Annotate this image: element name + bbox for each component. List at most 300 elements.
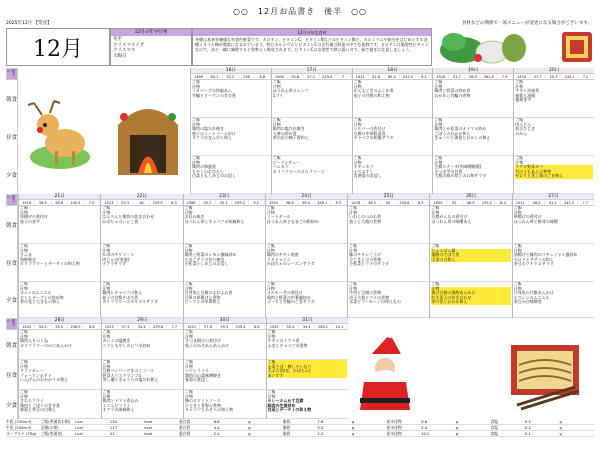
footer-cell: 7.6 bbox=[317, 419, 324, 424]
lunch-cell bbox=[430, 244, 511, 282]
menu-item: ほうれん草とキャベツの胡麻和え bbox=[184, 218, 245, 224]
nutrition-value: 1613 bbox=[353, 74, 369, 79]
menu-item: 汁物 bbox=[272, 83, 281, 89]
lunch-cell bbox=[19, 360, 101, 390]
nutrition-value: 52.8 bbox=[369, 74, 385, 79]
page-title: ○○ 12月お品書き 後半 ○○ bbox=[232, 7, 368, 16]
menu-item: 鶏肉と野菜の炒め煮 bbox=[434, 88, 471, 93]
nutrition-value: 7.9 bbox=[497, 74, 513, 79]
menu-item: ハムカツ bbox=[272, 164, 289, 169]
nutrition-value: 258.9 bbox=[68, 324, 84, 329]
day-column bbox=[429, 194, 511, 318]
menu-item: 汁物 bbox=[20, 333, 28, 339]
breakfast-cell bbox=[101, 206, 182, 244]
nutrition-value: 54.2 bbox=[35, 324, 51, 329]
nutrition-value: 241.2 bbox=[561, 200, 577, 205]
menu-item: 厚揚げの煮付け bbox=[20, 214, 48, 219]
menu-item: カリフラワーのタルタルサラダ bbox=[102, 299, 159, 304]
menu-item: 鶏肉の山菜味噌焼き bbox=[185, 372, 221, 378]
dinner-cell bbox=[513, 282, 594, 318]
menu-item: ご飯 bbox=[102, 360, 111, 364]
menu-item: ご飯 bbox=[267, 330, 276, 334]
footer-cell: g bbox=[351, 419, 355, 424]
footer-cell: 117 bbox=[109, 425, 118, 430]
menu-item: はんぺんと椎茸の炊き合わせ bbox=[102, 214, 155, 219]
menu-item: オクラのきんぴら和え bbox=[192, 135, 232, 140]
menu-item: ニラともやしのピリ辛炒め bbox=[102, 342, 151, 348]
menu-item: きゅうりと卵巻とおかしの和え bbox=[434, 135, 491, 140]
events-title: 12月の年中行事 bbox=[111, 29, 191, 36]
footer-cell: 食塩 bbox=[490, 425, 498, 430]
nutrition-value: 51.1 bbox=[545, 200, 561, 205]
seasonal-notes-box bbox=[192, 28, 432, 66]
menu-item: 豆華の厚揚げと煮物 bbox=[184, 294, 221, 300]
menu-item: ご飯 bbox=[102, 282, 111, 286]
day-date: 16日 bbox=[191, 68, 271, 74]
nutrition-value: 58.5 bbox=[35, 200, 51, 205]
footer-cell: 0.1 bbox=[524, 431, 531, 436]
breakfast-cell bbox=[348, 206, 429, 244]
footer-cell: g bbox=[559, 419, 562, 424]
menu-item: カリフラワーとザーサイの和え物 bbox=[20, 261, 80, 266]
menu-item: ミートボール bbox=[266, 214, 291, 219]
nutrition-value: 26.9 bbox=[465, 74, 481, 79]
nutrition-value: 1506 bbox=[272, 74, 288, 79]
nutrition-value: 35.1 bbox=[216, 200, 232, 205]
nutrition-value: 58.6 bbox=[282, 200, 298, 205]
menu-item: ご飯 bbox=[434, 156, 443, 160]
day-date: 17日 bbox=[272, 68, 352, 74]
menu-item: ご飯 bbox=[20, 390, 28, 394]
breakfast-cell bbox=[191, 80, 271, 118]
footer-cell: 牛乳 (200m ℓ) bbox=[6, 425, 32, 430]
menu-item: さつま芋の甘煮 bbox=[434, 168, 463, 174]
nutrition-value: 7.5 bbox=[84, 200, 100, 205]
menu-item: ご飯 bbox=[349, 206, 358, 210]
nutrition-value: 55 bbox=[381, 200, 397, 205]
menu-item: 天ぷら(海老、かぼちゃ) bbox=[268, 369, 348, 374]
nutrition-value: 258.1 bbox=[315, 200, 331, 205]
breakfast-cell bbox=[267, 330, 349, 360]
nutrition-value: 1434 bbox=[514, 74, 530, 79]
menu-item: 汁物 bbox=[185, 393, 193, 399]
day-column bbox=[183, 318, 266, 419]
menu-item: ご飯 bbox=[102, 330, 111, 334]
nutrition-value: 1476 bbox=[348, 200, 364, 205]
menu-item: ビーフシチュー bbox=[272, 159, 301, 165]
lunch-cell bbox=[101, 244, 182, 282]
nutrition-value: 46.9 bbox=[463, 200, 479, 205]
menu-item: お好み焼き bbox=[184, 214, 205, 219]
menu-item: 鶏肉とキャベツの和え bbox=[102, 290, 143, 295]
nutrition-value: 57.1 bbox=[304, 74, 320, 79]
menu-item: 大根の刻み筍とのお和サラダ bbox=[434, 173, 487, 178]
menu-item: ピーマンの中華和え bbox=[184, 299, 221, 304]
menu-item: 汁物 bbox=[353, 159, 362, 165]
menu-item: カレイの塩焼き bbox=[102, 338, 131, 343]
footer-cell: 炭水化物 bbox=[386, 425, 402, 430]
menu-item: 汁物 bbox=[102, 247, 111, 253]
footer-cell: g bbox=[248, 419, 251, 424]
lunch-cell bbox=[433, 118, 513, 156]
menu-item: 汁物 bbox=[349, 209, 358, 215]
footer-cell: 蛋白質 bbox=[178, 419, 191, 424]
menu-item: 鶏肉の和風煮 bbox=[192, 164, 216, 169]
santa-illustration bbox=[350, 330, 420, 415]
dinner-cell bbox=[430, 282, 511, 318]
menu-item: マグロ野菜カツ bbox=[515, 165, 593, 170]
menu-item: ご飯 bbox=[266, 244, 275, 248]
menu-item: いんげんのおかかマヨ和え bbox=[20, 377, 68, 382]
seasonal-notes-text: 冬暖は本来栄養価な旬食色野菜です。カロテン、ビタミンC、ビタミンBなどのビタミン類と、カルシウムや鉄分をはじめとする各種ミネラル類が豊富に含まれています。特にカルシウムとビタミンCの含有量は野菜の中でも抜群です。カロテンは脂溶性ビタミンなので、油と一緒に調理すると効率よく吸収されます。ビタミンCは水溶性で熱に弱いので、茹で過ぎに注意しましょう。 bbox=[195, 37, 429, 52]
menu-item: 茶の花と大きもの和え bbox=[20, 299, 60, 304]
menu-item: 肉うどん bbox=[515, 121, 532, 127]
menu-item: 汁物 bbox=[192, 121, 200, 127]
menu-item: 油揚げと豚肉のコチュジャン風炒め bbox=[513, 252, 578, 257]
nutrition-value: 7.7 bbox=[578, 200, 594, 205]
menu-item: ご飯 bbox=[266, 206, 275, 210]
day-date: 20日 bbox=[514, 68, 594, 74]
menu-item: ほうれん草となまごの粉炒め bbox=[266, 218, 319, 224]
menu-item: 汁物 bbox=[434, 159, 443, 165]
menu-item: ナスのすし bbox=[353, 168, 374, 174]
menu-item: 汁物 bbox=[515, 83, 524, 89]
calorie-label: 総カロ bbox=[6, 68, 18, 80]
lunch-cell bbox=[272, 118, 352, 156]
menu-item: ご飯 bbox=[349, 244, 358, 248]
footer-cell: Lcal bbox=[75, 419, 83, 424]
menu-item: シルバーの煮付け bbox=[353, 126, 386, 131]
menu-item: もやしのおひたし bbox=[192, 168, 224, 174]
nutrition-value: 34.4 bbox=[299, 324, 315, 329]
menu-item: チキン治部煮 bbox=[515, 88, 540, 93]
menu-item: たまごサラダ切り焼き bbox=[184, 256, 225, 262]
breakfast-label: 朝食 bbox=[6, 330, 18, 360]
menu-item: 茶の花とおかか和え bbox=[431, 300, 510, 305]
footer-cell: 脂質 bbox=[282, 419, 291, 424]
nutrition-value: 7.7 bbox=[167, 324, 183, 329]
nutrition-value: 240.1 bbox=[562, 74, 578, 79]
dinner-label: 夕食 bbox=[6, 156, 18, 194]
nutrition-value: 239.9 bbox=[150, 200, 166, 205]
nutrition-value: 9.1 bbox=[416, 74, 432, 79]
footer-cell: g bbox=[455, 419, 459, 424]
menu-item: 汁物 bbox=[20, 285, 28, 291]
nutrition-value: 1566 bbox=[184, 200, 200, 205]
menu-item: 野菜入りスクランブル bbox=[102, 372, 143, 378]
nutrition-value: 1511 bbox=[513, 200, 529, 205]
menu-item: 茄子のみそれんあんかけ bbox=[185, 342, 229, 348]
day-date: 28日 bbox=[19, 318, 101, 324]
footer-cell: kcal bbox=[144, 419, 153, 424]
day-column bbox=[183, 194, 265, 318]
menu-item: 汁物 bbox=[192, 159, 200, 165]
footer-cell: 炭水化物 bbox=[386, 431, 402, 436]
footer-cell: 51 bbox=[109, 431, 115, 436]
menu-item: イカバーグの和風あん bbox=[192, 88, 232, 93]
menu-item: ご飯 bbox=[192, 118, 200, 122]
breakfast-cell bbox=[513, 206, 594, 244]
menu-item: ご飯 bbox=[185, 390, 193, 394]
menu-item: 鶏肉とごぼうの甘辛煮 bbox=[20, 402, 60, 408]
menu-item: 人参の炒め煮 bbox=[272, 130, 297, 136]
day-column bbox=[352, 68, 433, 194]
menu-item: 汁物 bbox=[20, 363, 28, 369]
menu-item: 汁物 bbox=[192, 83, 200, 89]
footer-cell: g bbox=[455, 431, 459, 436]
dinner-cell bbox=[433, 156, 513, 194]
nutrition-value: 65.4 bbox=[385, 74, 401, 79]
menu-item: みかん bbox=[515, 130, 528, 136]
dinner-label: 夕食 bbox=[6, 390, 18, 419]
nutrition-value: 239.8 bbox=[150, 324, 166, 329]
nutrition-value: 243.5 bbox=[400, 74, 416, 79]
breakfast-cell bbox=[184, 206, 265, 244]
day-column bbox=[271, 68, 352, 194]
menu-item: 水菜とツーセージの和えもの bbox=[349, 299, 401, 304]
menu-item: ほうれん草の味噌あえ bbox=[431, 218, 472, 224]
nutrition-value: 10.1 bbox=[332, 324, 348, 329]
menu-item: ご飯 bbox=[102, 390, 111, 394]
day-date: 22日 bbox=[101, 194, 182, 200]
footer-cell: g bbox=[559, 431, 562, 436]
day-column bbox=[18, 194, 100, 318]
dinner-cell bbox=[267, 390, 349, 419]
menu-item: 汁物 bbox=[434, 121, 443, 127]
menu-item: ゴーヤと竹輪のごまサラダ bbox=[266, 299, 315, 304]
breakfast-cell bbox=[430, 206, 511, 244]
menu-item: ご飯 bbox=[513, 206, 522, 210]
nutrition-value: 1554 bbox=[266, 200, 282, 205]
menu-item: 鶏肉と野菜のレモン風味炒め bbox=[184, 252, 237, 257]
nutrition-value: 57.3 bbox=[118, 324, 134, 329]
nutrition-value: 57.6 bbox=[200, 324, 216, 329]
footer-cell: 脂質 bbox=[282, 431, 291, 436]
footer-cell: 6.6 bbox=[213, 419, 220, 424]
menu-item: 小松菜としめじのお浸し bbox=[184, 261, 229, 266]
day-date: 30日 bbox=[184, 318, 266, 324]
menu-item: ご飯 bbox=[102, 244, 111, 248]
nutrition-value: 39.3 bbox=[217, 324, 233, 329]
menu-item: 山菜そば・梅しそいなり bbox=[268, 365, 348, 370]
breakfast-cell bbox=[353, 80, 433, 118]
day-column bbox=[266, 318, 349, 419]
footer-cell: 9.6 bbox=[421, 419, 428, 424]
nutrition-footer bbox=[6, 419, 594, 443]
breakfast-cell bbox=[102, 330, 184, 360]
footer-cell: 0.2 bbox=[524, 425, 531, 430]
menu-item: 薬粥金平 bbox=[515, 97, 532, 102]
menu-item: ドライカレー bbox=[20, 368, 44, 373]
fireplace-illustration bbox=[108, 95, 188, 180]
menu-item: オクラの胡麻和え bbox=[102, 407, 135, 412]
footer-cell: Lcal bbox=[75, 425, 83, 430]
lunch-label: 昼食 bbox=[6, 360, 18, 390]
menu-item: 茄子の甘酢そぼろ煮 bbox=[102, 294, 139, 300]
menu-item: 汁物 bbox=[20, 393, 28, 399]
menu-item: ほうれん草オムレツ bbox=[272, 88, 309, 93]
menu-item: 汁物 bbox=[513, 209, 522, 215]
menu-item: 海鮮焼売 bbox=[20, 256, 36, 262]
menu-item: ひじきと煮野の煮物 bbox=[185, 402, 221, 408]
breakfast-cell bbox=[272, 80, 352, 118]
menu-item: メルルーサの煮付け bbox=[266, 290, 303, 295]
day-column bbox=[18, 318, 101, 419]
dinner-cell bbox=[101, 282, 182, 318]
menu-item: カリフラワーのかにあんかけ bbox=[20, 342, 72, 348]
day-date: 27日 bbox=[513, 194, 594, 200]
event-line: クリスマスイブ bbox=[113, 42, 145, 48]
nutrition-value: 8.8 bbox=[249, 324, 265, 329]
nutrition-value: 8.4 bbox=[495, 200, 511, 205]
footer-cell: 牛乳 (200m ℓ) bbox=[6, 419, 32, 424]
menu-item: ちゃんぽん麺 bbox=[431, 249, 510, 254]
menu-item: 汁物 bbox=[513, 285, 522, 291]
menu-item: カリフラワーのオロラソース bbox=[272, 168, 325, 174]
menu-item: 茶し瀬ときゅうりの塩だれ和え bbox=[102, 377, 159, 382]
nutrition-value: 34.4 bbox=[134, 324, 150, 329]
nutrition-value: 53.3 bbox=[118, 200, 134, 205]
reindeer-illustration bbox=[20, 95, 100, 175]
menu-item: 鶏肉と野菜の中華風炒め bbox=[266, 294, 311, 300]
nutrition-value: 1519 bbox=[19, 200, 35, 205]
menu-item: チキンカツ bbox=[353, 164, 374, 169]
menu-item: ご飯 bbox=[20, 282, 28, 286]
menu-item: カレーカムかす豆腐 bbox=[267, 398, 304, 403]
menu-item: 小松菜とツナのサラダ bbox=[349, 261, 390, 266]
menu-item: 青便菜のお浸し bbox=[353, 173, 382, 178]
nutrition-value: 240.5 bbox=[68, 200, 84, 205]
menu-item: 豆腐の中華野菜煮 bbox=[353, 130, 386, 136]
menu-item: おかめと竹輪の煮物 bbox=[434, 92, 471, 98]
nutrition-value: 8.3 bbox=[166, 200, 182, 205]
lunch-cell bbox=[266, 244, 347, 282]
menu-item: 春菊と茶豆の白和え bbox=[20, 407, 56, 412]
menu-item: ご飯 bbox=[102, 206, 111, 210]
menu-item: 竹輪とピーマンの甘辛煮 bbox=[192, 92, 236, 98]
menu-item: 汁物 bbox=[266, 209, 275, 215]
month-label: 12月 bbox=[6, 28, 110, 66]
menu-item: 豚肉の生姜炒め bbox=[267, 402, 296, 408]
nutrition-value: 1516 bbox=[433, 74, 449, 79]
menu-item: かぼちゃのいとこ煮 bbox=[102, 218, 139, 224]
menu-item: ご飯 bbox=[184, 244, 193, 248]
footer-cell: ご飯(普通食お粥) bbox=[40, 419, 71, 424]
dinner-cell bbox=[191, 156, 271, 194]
menu-item: ひじきと豆の煮物 bbox=[349, 256, 382, 262]
menu-item: あいすず bbox=[268, 374, 348, 379]
menu-item: ご飯 bbox=[431, 244, 440, 248]
menu-item: ご飯 bbox=[267, 390, 276, 394]
nutrition-value: 1543 bbox=[19, 324, 35, 329]
footer-cell: g bbox=[455, 425, 459, 430]
menu-item: 汁物 bbox=[272, 121, 281, 127]
lunch-label: 昼食 bbox=[6, 244, 18, 282]
menu-item: 豆腐ハンバーグきのこソース bbox=[102, 368, 155, 373]
footer-cell: 2.4 bbox=[213, 431, 220, 436]
menu-item: 白身魚の甘酢あんかけ bbox=[513, 290, 554, 295]
nutrition-value: 52 bbox=[447, 200, 463, 205]
menu-item: だしとオーブンの炒め物 bbox=[20, 294, 64, 300]
menu-item: 切干大根とツナの煮物 bbox=[349, 294, 390, 300]
dinner-cell bbox=[514, 156, 594, 194]
footer-cell: 2.2 bbox=[317, 431, 324, 436]
nutrition-value: 1600 bbox=[430, 200, 446, 205]
day-date: 23日 bbox=[184, 194, 265, 200]
menu-item: ご飯 bbox=[272, 118, 281, 122]
menu-item: いわしのつみれ煮 bbox=[349, 214, 382, 219]
nutrition-value: 9.3 bbox=[331, 200, 347, 205]
menu-item: 茶の花の柚子香和え bbox=[272, 135, 309, 140]
menu-item: ご飯 bbox=[20, 330, 28, 334]
menu-item: かぼちゃのレーズンサラダ bbox=[266, 261, 315, 266]
lunch-cell bbox=[19, 244, 100, 282]
menu-item: ご飯 bbox=[192, 80, 200, 84]
dinner-cell bbox=[272, 156, 352, 194]
breakfast-label: 朝食 bbox=[6, 206, 18, 244]
menu-item: フォーマンポテト bbox=[20, 372, 52, 378]
footer-cell: 食塩 bbox=[490, 431, 498, 436]
nutrition-value: 51.7 bbox=[449, 74, 465, 79]
menu-item: ご飯 bbox=[353, 80, 362, 84]
footer-cell: kcal bbox=[144, 425, 153, 430]
lunch-cell bbox=[102, 360, 184, 390]
footer-cell: g bbox=[248, 431, 251, 436]
nutrition-value: 46.5 bbox=[364, 200, 380, 205]
menu-item: ホウレンのムニエル bbox=[513, 294, 550, 300]
menu-item: オクラサラダ bbox=[102, 261, 127, 266]
menu-item: 豆腐がんもの煮付け bbox=[431, 214, 468, 219]
day-column bbox=[100, 194, 182, 318]
menu-item: 竹の子もあえの和物 bbox=[515, 170, 593, 175]
dinner-cell bbox=[266, 282, 347, 318]
nutrition-value: 50.6 bbox=[288, 74, 304, 79]
menu-item: 汁物 bbox=[20, 247, 28, 253]
menu-item: 鶏肉のチキン南蛮 bbox=[266, 252, 299, 257]
nutrition-value: 236 bbox=[239, 74, 255, 79]
menu-item: 春菊の煮浸し bbox=[185, 377, 209, 382]
menu-item: ご飯 bbox=[184, 282, 193, 286]
nutrition-value: 1543 bbox=[267, 324, 283, 329]
breakfast-cell bbox=[19, 330, 101, 360]
menu-item: さんま bbox=[20, 252, 32, 257]
lunch-label: 昼食 bbox=[6, 118, 18, 156]
events-box bbox=[110, 28, 192, 66]
nutrition-value: 60.1 bbox=[207, 74, 223, 79]
menu-item: 肉じゃが(家庭) bbox=[102, 256, 130, 262]
menu-item: ふきとキャベツの煮物 bbox=[267, 342, 308, 348]
menu-item: 茄子の甘酢の和え物 bbox=[353, 92, 390, 98]
nutrition-value: 1489 bbox=[191, 74, 207, 79]
breakfast-cell bbox=[433, 80, 513, 118]
menu-item: 汁物 bbox=[102, 285, 111, 291]
calorie-label: 総カロ bbox=[6, 318, 18, 330]
footer-cell: 0.2 bbox=[524, 419, 531, 424]
menu-item: 汁物 bbox=[353, 83, 362, 89]
menu-item: さつま揚げの煮付け bbox=[185, 338, 221, 343]
nutrition-value: 265.1 bbox=[315, 324, 331, 329]
nutrition-value: 261.8 bbox=[481, 74, 497, 79]
nutrition-value: 259.2 bbox=[232, 200, 248, 205]
lunch-cell bbox=[353, 118, 433, 156]
vegetables-illustration bbox=[432, 28, 532, 66]
breakfast-cell bbox=[19, 206, 100, 244]
day-column bbox=[347, 194, 429, 318]
footer-cell: g bbox=[559, 425, 562, 430]
menu-item: 紅生姜天の炊き合わせ bbox=[431, 296, 510, 301]
footer-cell: ヨーグルト (75g) bbox=[6, 431, 37, 436]
soba-bowl-illustration bbox=[505, 325, 585, 415]
